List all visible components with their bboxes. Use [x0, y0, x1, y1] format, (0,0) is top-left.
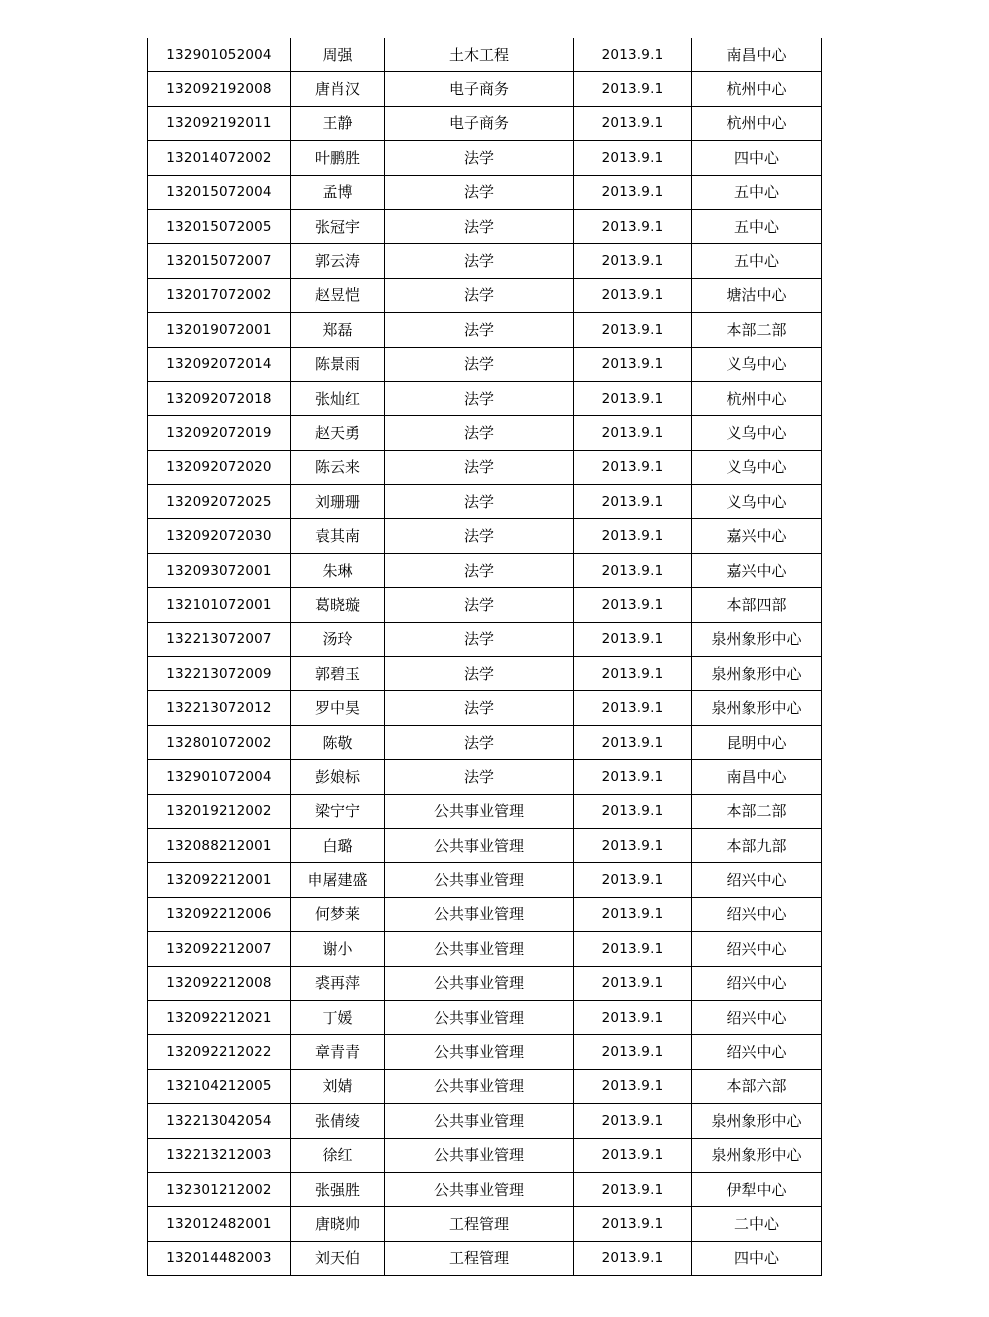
major-cell: 法学	[385, 622, 574, 656]
table-row	[148, 1069, 822, 1103]
major-cell: 公共事业管理	[385, 1104, 574, 1138]
enroll-date-cell: 2013.9.1	[574, 416, 692, 450]
major-cell: 法学	[385, 209, 574, 243]
student-id-cell: 132014072002	[148, 141, 291, 175]
table-row	[148, 38, 822, 72]
enroll-date-cell: 2013.9.1	[574, 1207, 692, 1241]
study-center-cell: 本部九部	[692, 828, 822, 862]
student-id-cell: 132801072002	[148, 725, 291, 759]
student-id-cell: 132901072004	[148, 760, 291, 794]
major-cell: 公共事业管理	[385, 863, 574, 897]
student-name-cell: 郭碧玉	[291, 657, 385, 691]
student-id-cell: 132213072012	[148, 691, 291, 725]
enroll-date-cell: 2013.9.1	[574, 72, 692, 106]
study-center-cell: 义乌中心	[692, 485, 822, 519]
student-name-cell: 朱琳	[291, 553, 385, 587]
enroll-date-cell: 2013.9.1	[574, 1069, 692, 1103]
study-center-cell: 本部二部	[692, 794, 822, 828]
enroll-date-cell: 2013.9.1	[574, 175, 692, 209]
study-center-cell: 伊犁中心	[692, 1172, 822, 1206]
table-row	[148, 72, 822, 106]
student-name-cell: 赵天勇	[291, 416, 385, 450]
student-name-cell: 唐肖汉	[291, 72, 385, 106]
table-row	[148, 1000, 822, 1034]
student-name-cell: 陈云来	[291, 450, 385, 484]
enroll-date-cell: 2013.9.1	[574, 313, 692, 347]
enroll-date-cell: 2013.9.1	[574, 691, 692, 725]
table-row	[148, 932, 822, 966]
student-name-cell: 张倩绫	[291, 1104, 385, 1138]
student-id-cell: 132104212005	[148, 1069, 291, 1103]
study-center-cell: 昆明中心	[692, 725, 822, 759]
table-row	[148, 381, 822, 415]
major-cell: 电子商务	[385, 106, 574, 140]
student-id-cell: 132092192011	[148, 106, 291, 140]
major-cell: 公共事业管理	[385, 1000, 574, 1034]
table-row	[148, 657, 822, 691]
study-center-cell: 泉州象形中心	[692, 1138, 822, 1172]
study-center-cell: 五中心	[692, 244, 822, 278]
student-name-cell: 唐晓帅	[291, 1207, 385, 1241]
student-name-cell: 张强胜	[291, 1172, 385, 1206]
table-row	[148, 450, 822, 484]
student-name-cell: 谢小	[291, 932, 385, 966]
major-cell: 公共事业管理	[385, 897, 574, 931]
student-name-cell: 张灿红	[291, 381, 385, 415]
enroll-date-cell: 2013.9.1	[574, 485, 692, 519]
table-row	[148, 966, 822, 1000]
enroll-date-cell: 2013.9.1	[574, 760, 692, 794]
major-cell: 法学	[385, 175, 574, 209]
table-row	[148, 588, 822, 622]
table-row	[148, 863, 822, 897]
study-center-cell: 本部六部	[692, 1069, 822, 1103]
student-name-cell: 刘珊珊	[291, 485, 385, 519]
major-cell: 公共事业管理	[385, 966, 574, 1000]
major-cell: 法学	[385, 519, 574, 553]
student-id-cell: 132213072007	[148, 622, 291, 656]
student-id-cell: 132092212001	[148, 863, 291, 897]
study-center-cell: 泉州象形中心	[692, 1104, 822, 1138]
study-center-cell: 四中心	[692, 141, 822, 175]
student-name-cell: 王静	[291, 106, 385, 140]
enroll-date-cell: 2013.9.1	[574, 244, 692, 278]
study-center-cell: 杭州中心	[692, 106, 822, 140]
table-row	[148, 175, 822, 209]
enroll-date-cell: 2013.9.1	[574, 381, 692, 415]
major-cell: 公共事业管理	[385, 932, 574, 966]
student-id-cell: 132092072019	[148, 416, 291, 450]
study-center-cell: 本部二部	[692, 313, 822, 347]
major-cell: 法学	[385, 313, 574, 347]
enroll-date-cell: 2013.9.1	[574, 1172, 692, 1206]
study-center-cell: 二中心	[692, 1207, 822, 1241]
major-cell: 法学	[385, 416, 574, 450]
study-center-cell: 五中心	[692, 209, 822, 243]
student-name-cell: 刘天伯	[291, 1241, 385, 1275]
student-id-cell: 132092212008	[148, 966, 291, 1000]
student-name-cell: 袁其南	[291, 519, 385, 553]
student-name-cell: 丁媛	[291, 1000, 385, 1034]
table-row	[148, 760, 822, 794]
study-center-cell: 本部四部	[692, 588, 822, 622]
enroll-date-cell: 2013.9.1	[574, 966, 692, 1000]
major-cell: 公共事业管理	[385, 828, 574, 862]
major-cell: 法学	[385, 760, 574, 794]
student-id-cell: 132092212022	[148, 1035, 291, 1069]
major-cell: 法学	[385, 244, 574, 278]
table-row	[148, 244, 822, 278]
enroll-date-cell: 2013.9.1	[574, 588, 692, 622]
major-cell: 法学	[385, 657, 574, 691]
table-row	[148, 691, 822, 725]
enroll-date-cell: 2013.9.1	[574, 553, 692, 587]
enroll-date-cell: 2013.9.1	[574, 519, 692, 553]
student-id-cell: 132213042054	[148, 1104, 291, 1138]
student-name-cell: 陈敬	[291, 725, 385, 759]
table-row	[148, 1207, 822, 1241]
major-cell: 法学	[385, 553, 574, 587]
enroll-date-cell: 2013.9.1	[574, 38, 692, 72]
student-id-cell: 132092072030	[148, 519, 291, 553]
study-center-cell: 绍兴中心	[692, 897, 822, 931]
student-id-cell: 132092072018	[148, 381, 291, 415]
major-cell: 法学	[385, 588, 574, 622]
major-cell: 工程管理	[385, 1241, 574, 1275]
student-id-cell: 132101072001	[148, 588, 291, 622]
student-name-cell: 郭云涛	[291, 244, 385, 278]
student-id-cell: 132213212003	[148, 1138, 291, 1172]
student-id-cell: 132015072007	[148, 244, 291, 278]
major-cell: 公共事业管理	[385, 1069, 574, 1103]
student-name-cell: 何梦莱	[291, 897, 385, 931]
study-center-cell: 嘉兴中心	[692, 519, 822, 553]
student-id-cell: 132015072005	[148, 209, 291, 243]
student-name-cell: 裘再萍	[291, 966, 385, 1000]
student-name-cell: 彭娘标	[291, 760, 385, 794]
student-id-cell: 132088212001	[148, 828, 291, 862]
table-row	[148, 209, 822, 243]
study-center-cell: 泉州象形中心	[692, 691, 822, 725]
study-center-cell: 义乌中心	[692, 450, 822, 484]
major-cell: 工程管理	[385, 1207, 574, 1241]
study-center-cell: 义乌中心	[692, 416, 822, 450]
enroll-date-cell: 2013.9.1	[574, 828, 692, 862]
major-cell: 法学	[385, 725, 574, 759]
student-name-cell: 刘婧	[291, 1069, 385, 1103]
table-row	[148, 485, 822, 519]
student-name-cell: 罗中昊	[291, 691, 385, 725]
student-id-cell: 132019212002	[148, 794, 291, 828]
table-row	[148, 278, 822, 312]
table-row	[148, 897, 822, 931]
table-row	[148, 519, 822, 553]
enroll-date-cell: 2013.9.1	[574, 1104, 692, 1138]
enroll-date-cell: 2013.9.1	[574, 794, 692, 828]
study-center-cell: 南昌中心	[692, 760, 822, 794]
table-row	[148, 1138, 822, 1172]
table-row	[148, 1104, 822, 1138]
table-row	[148, 828, 822, 862]
enroll-date-cell: 2013.9.1	[574, 1000, 692, 1034]
student-name-cell: 葛晓璇	[291, 588, 385, 622]
major-cell: 法学	[385, 450, 574, 484]
student-name-cell: 郑磊	[291, 313, 385, 347]
study-center-cell: 四中心	[692, 1241, 822, 1275]
student-name-cell: 徐红	[291, 1138, 385, 1172]
enroll-date-cell: 2013.9.1	[574, 725, 692, 759]
study-center-cell: 塘沽中心	[692, 278, 822, 312]
student-name-cell: 章青青	[291, 1035, 385, 1069]
study-center-cell: 杭州中心	[692, 72, 822, 106]
major-cell: 法学	[385, 347, 574, 381]
enroll-date-cell: 2013.9.1	[574, 450, 692, 484]
student-id-cell: 132093072001	[148, 553, 291, 587]
enroll-date-cell: 2013.9.1	[574, 347, 692, 381]
student-id-cell: 132012482001	[148, 1207, 291, 1241]
major-cell: 公共事业管理	[385, 794, 574, 828]
table-row	[148, 1172, 822, 1206]
table-row	[148, 313, 822, 347]
major-cell: 公共事业管理	[385, 1138, 574, 1172]
table-row	[148, 725, 822, 759]
major-cell: 土木工程	[385, 38, 574, 72]
student-id-cell: 132301212002	[148, 1172, 291, 1206]
enroll-date-cell: 2013.9.1	[574, 106, 692, 140]
student-name-cell: 张冠宇	[291, 209, 385, 243]
student-id-cell: 132092212007	[148, 932, 291, 966]
table-row	[148, 141, 822, 175]
student-id-cell: 132092192008	[148, 72, 291, 106]
student-name-cell: 申屠建盛	[291, 863, 385, 897]
study-center-cell: 绍兴中心	[692, 932, 822, 966]
enroll-date-cell: 2013.9.1	[574, 209, 692, 243]
student-name-cell: 白璐	[291, 828, 385, 862]
student-id-cell: 132901052004	[148, 38, 291, 72]
enroll-date-cell: 2013.9.1	[574, 278, 692, 312]
student-id-cell: 132092072014	[148, 347, 291, 381]
student-id-cell: 132019072001	[148, 313, 291, 347]
study-center-cell: 泉州象形中心	[692, 657, 822, 691]
study-center-cell: 嘉兴中心	[692, 553, 822, 587]
student-name-cell: 孟博	[291, 175, 385, 209]
study-center-cell: 泉州象形中心	[692, 622, 822, 656]
study-center-cell: 义乌中心	[692, 347, 822, 381]
major-cell: 法学	[385, 278, 574, 312]
study-center-cell: 南昌中心	[692, 38, 822, 72]
table-row	[148, 1241, 822, 1275]
student-name-cell: 周强	[291, 38, 385, 72]
study-center-cell: 五中心	[692, 175, 822, 209]
table-row	[148, 1035, 822, 1069]
student-id-cell: 132092212021	[148, 1000, 291, 1034]
student-id-cell: 132014482003	[148, 1241, 291, 1275]
enroll-date-cell: 2013.9.1	[574, 657, 692, 691]
enroll-date-cell: 2013.9.1	[574, 1138, 692, 1172]
table-row	[148, 794, 822, 828]
major-cell: 法学	[385, 141, 574, 175]
enroll-date-cell: 2013.9.1	[574, 863, 692, 897]
enroll-date-cell: 2013.9.1	[574, 932, 692, 966]
student-id-cell: 132092212006	[148, 897, 291, 931]
table-row	[148, 416, 822, 450]
major-cell: 公共事业管理	[385, 1035, 574, 1069]
student-name-cell: 陈景雨	[291, 347, 385, 381]
table-row	[148, 106, 822, 140]
study-center-cell: 绍兴中心	[692, 966, 822, 1000]
student-name-cell: 梁宁宁	[291, 794, 385, 828]
table-row	[148, 622, 822, 656]
student-table	[147, 38, 822, 1276]
major-cell: 电子商务	[385, 72, 574, 106]
student-table-body	[148, 38, 822, 1276]
student-name-cell: 叶鹏胜	[291, 141, 385, 175]
student-id-cell: 132092072025	[148, 485, 291, 519]
student-id-cell: 132092072020	[148, 450, 291, 484]
enroll-date-cell: 2013.9.1	[574, 1035, 692, 1069]
major-cell: 法学	[385, 381, 574, 415]
table-row	[148, 553, 822, 587]
table-row	[148, 347, 822, 381]
study-center-cell: 绍兴中心	[692, 1035, 822, 1069]
study-center-cell: 杭州中心	[692, 381, 822, 415]
major-cell: 公共事业管理	[385, 1172, 574, 1206]
enroll-date-cell: 2013.9.1	[574, 897, 692, 931]
student-name-cell: 汤玲	[291, 622, 385, 656]
major-cell: 法学	[385, 691, 574, 725]
enroll-date-cell: 2013.9.1	[574, 141, 692, 175]
enroll-date-cell: 2013.9.1	[574, 622, 692, 656]
enroll-date-cell: 2013.9.1	[574, 1241, 692, 1275]
study-center-cell: 绍兴中心	[692, 1000, 822, 1034]
student-name-cell: 赵昱恺	[291, 278, 385, 312]
study-center-cell: 绍兴中心	[692, 863, 822, 897]
student-id-cell: 132017072002	[148, 278, 291, 312]
student-id-cell: 132015072004	[148, 175, 291, 209]
major-cell: 法学	[385, 485, 574, 519]
student-id-cell: 132213072009	[148, 657, 291, 691]
